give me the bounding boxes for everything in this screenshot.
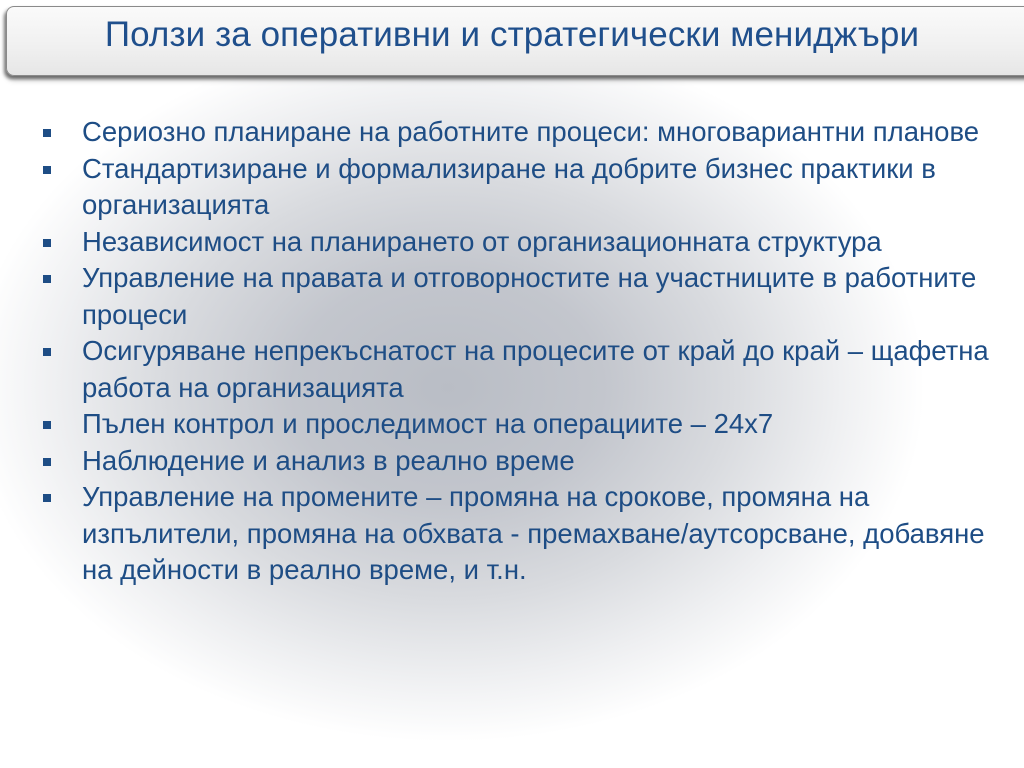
bullet-text: Независимост на планирането от организационната структура xyxy=(82,225,882,257)
square-bullet-icon xyxy=(43,275,51,283)
bullet-text: Осигуряване непрекъснатост на процесите от край до край – щафетна работа на организацията xyxy=(82,335,989,403)
bullet-item xyxy=(40,114,990,151)
bullet-item xyxy=(40,224,990,261)
square-bullet-icon xyxy=(43,166,51,174)
bullet-item xyxy=(40,260,990,333)
square-bullet-icon xyxy=(43,494,51,502)
square-bullet-icon xyxy=(43,458,51,466)
square-bullet-icon xyxy=(43,421,51,429)
square-bullet-icon xyxy=(43,129,51,137)
bullet-text: Управление на промените – промяна на срокове, промяна на изпълители, промяна на обхвата - премахване/аутсорсване, добавяне на дейности в реално време, и т.н. xyxy=(82,481,985,585)
bullet-text: Управление на правата и отговорностите на участниците в работните процеси xyxy=(82,262,977,330)
bullet-list xyxy=(40,114,990,589)
bullet-item xyxy=(40,333,990,406)
bullet-text: Стандартизиране и формализиране на добрите бизнес практики в организацията xyxy=(82,152,936,220)
bullet-item xyxy=(40,151,990,224)
slide-title: Ползи за оперативни и стратегически мениджъри xyxy=(104,15,920,54)
bullet-item xyxy=(40,406,990,443)
square-bullet-icon xyxy=(43,348,51,356)
bullet-item xyxy=(40,479,990,589)
bullet-text: Пълен контрол и проследимост на операциите – 24x7 xyxy=(82,408,774,439)
square-bullet-icon xyxy=(43,239,51,247)
bullet-text: Сериозно планиране на работните процеси: многовариантни планове xyxy=(82,116,980,147)
bullet-text: Наблюдение и анализ в реално време xyxy=(82,444,575,476)
bullet-item xyxy=(40,443,990,480)
